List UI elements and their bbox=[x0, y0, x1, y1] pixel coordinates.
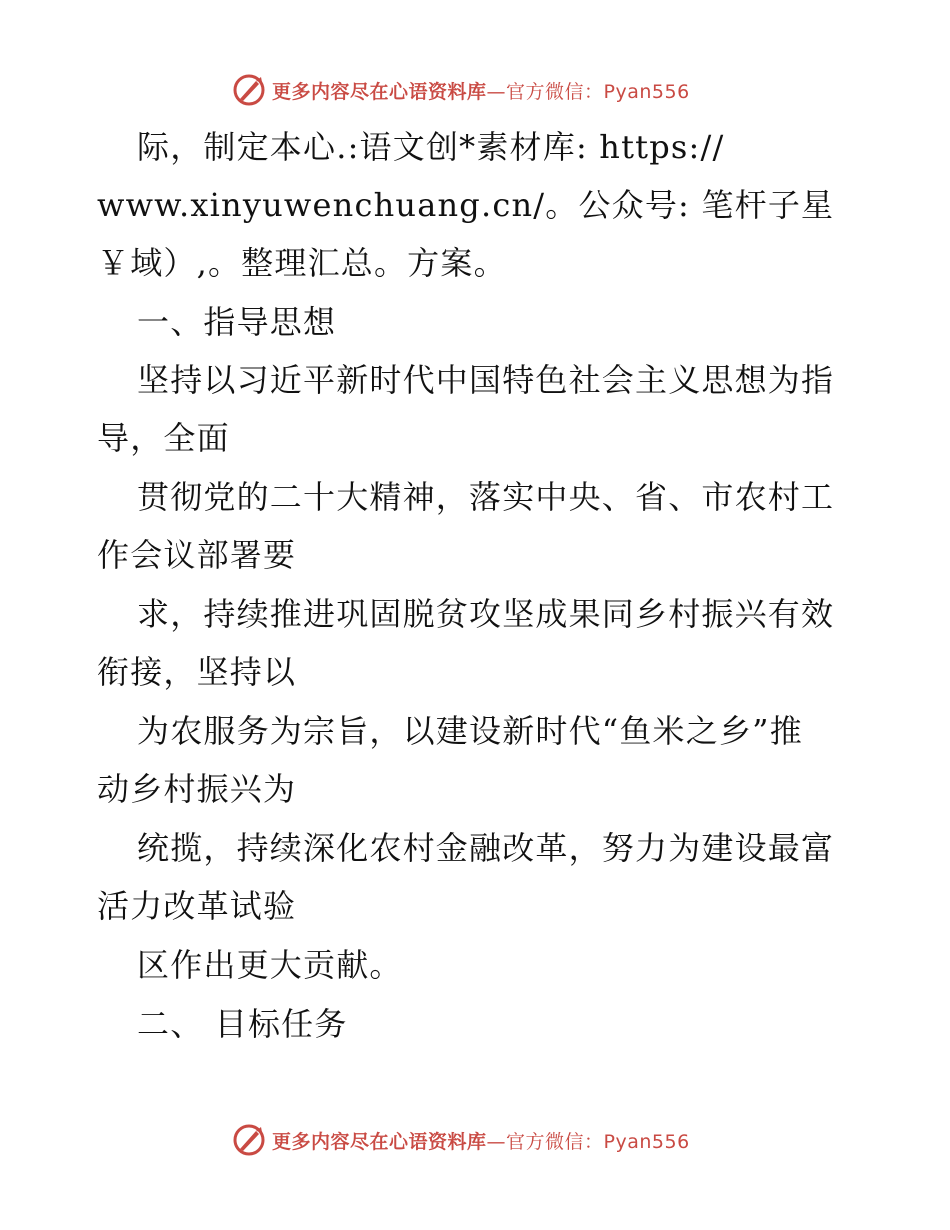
body-line: 统揽，持续深化农村金融改革，努力为建设最富 bbox=[137, 829, 835, 867]
footer-banner bbox=[232, 1123, 690, 1157]
body-line: 贯彻党的二十大精神，落实中央、省、市农村工 bbox=[137, 478, 835, 516]
body-line: ￥域）,。整理汇总。方案。 bbox=[97, 244, 507, 282]
body-line: 导，全面 bbox=[97, 419, 230, 457]
banner-dash: — bbox=[486, 1130, 507, 1153]
body-line: 衔接，坚持以 bbox=[97, 653, 297, 691]
body-line: 动乡村振兴为 bbox=[97, 770, 297, 808]
body-line: 区作出更大贡献。 bbox=[137, 946, 403, 984]
header-banner bbox=[232, 73, 690, 107]
banner-text bbox=[272, 77, 690, 104]
banner-handle: Pyan556 bbox=[603, 80, 690, 103]
banner-text bbox=[272, 1127, 690, 1154]
quill-pen-logo-icon bbox=[232, 73, 266, 107]
body-line: 求，持续推进巩固脱贫攻坚成果同乡村振兴有效 bbox=[137, 595, 835, 633]
quill-pen-logo-icon bbox=[232, 1123, 266, 1157]
banner-dash: — bbox=[486, 80, 507, 103]
banner-promo: 更多内容尽在心语资料库 bbox=[272, 80, 487, 103]
banner-official: 官方微信： bbox=[506, 1130, 604, 1153]
section-heading: 一、指导思想 bbox=[137, 303, 337, 341]
body-line: 坚持以习近平新时代中国特色社会主义思想为指 bbox=[137, 361, 835, 399]
section-heading: 二、 目标任务 bbox=[137, 1005, 348, 1043]
banner-promo: 更多内容尽在心语资料库 bbox=[272, 1130, 487, 1153]
body-line: 活力改革试验 bbox=[97, 887, 297, 925]
banner-official: 官方微信： bbox=[506, 80, 604, 103]
body-line: 为农服务为宗旨，以建设新时代“鱼米之乡”推 bbox=[137, 712, 803, 750]
body-line: www.xinyuwenchuang.cn/。公众号: 笔杆子星 bbox=[97, 186, 835, 224]
body-line: 作会议部署要 bbox=[97, 536, 297, 574]
banner-handle: Pyan556 bbox=[603, 1130, 690, 1153]
body-line: 际，制定本心.:语文创*素材库: https:// bbox=[137, 128, 725, 166]
